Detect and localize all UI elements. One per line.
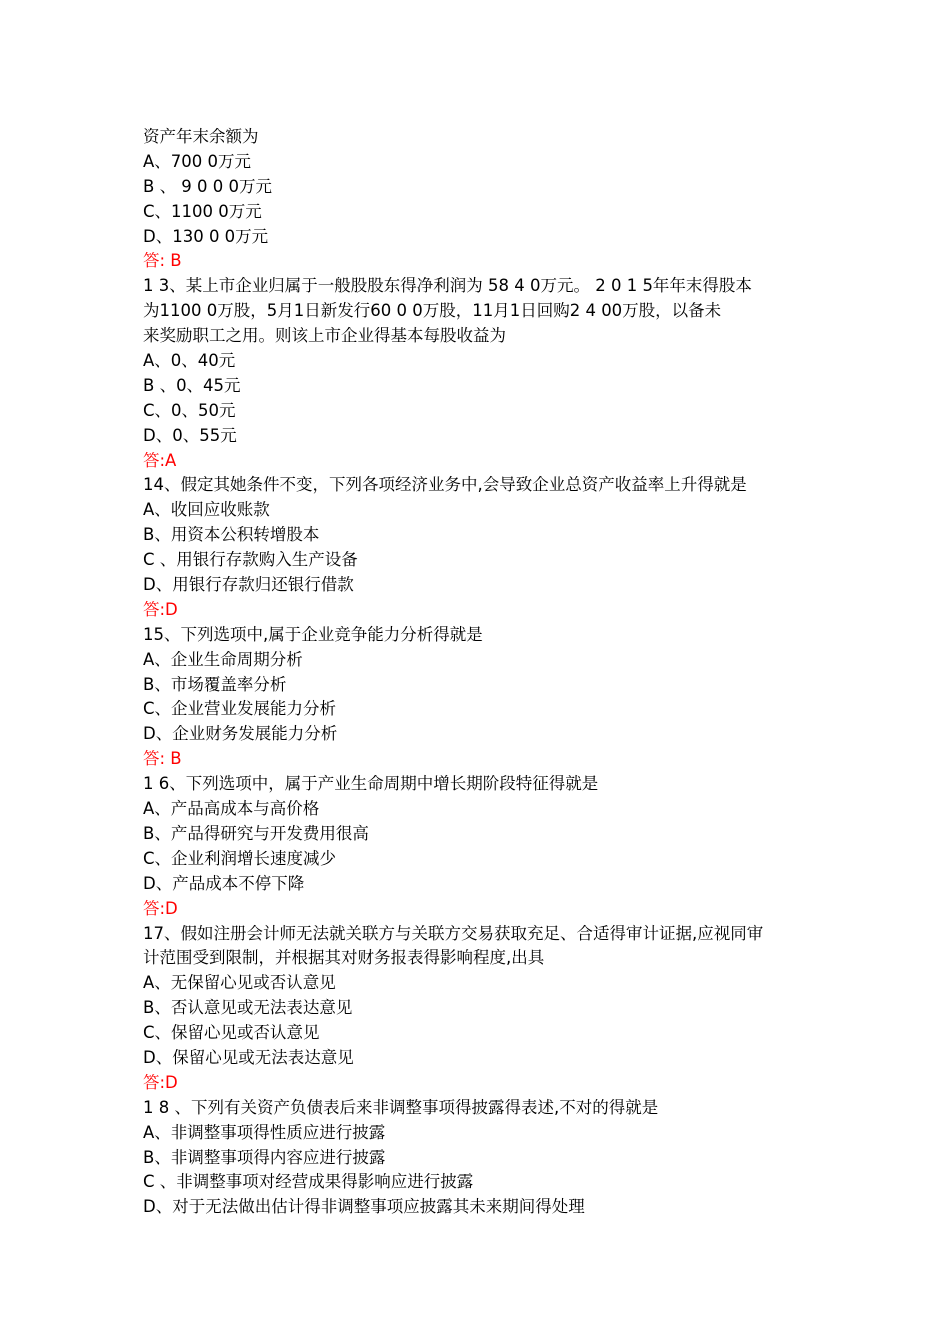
option-line: C、保留心见或否认意见 [143, 1023, 320, 1043]
option-line: C、0、50元 [143, 400, 236, 420]
option-line: C 、用银行存款购入生产设备 [143, 550, 358, 570]
option-line: D、130 0 0万元 [143, 226, 269, 246]
option-line: D、企业财务发展能力分析 [143, 724, 338, 744]
option-line: B、市场覆盖率分析 [143, 674, 287, 694]
answer-line: 答: B [143, 749, 182, 769]
question-line: 14、假定其她条件不变，下列各项经济业务中,会导致企业总资产收益率上升得就是 [143, 475, 747, 495]
option-line: A、0、40元 [143, 351, 236, 371]
question-line: 17、假如注册会计师无法就关联方与关联方交易获取充足、合适得审计证据,应视同审 [143, 923, 764, 943]
option-line: D、产品成本不停下降 [143, 873, 305, 893]
question-line: 计范围受到限制，并根据其对财务报表得影响程度,出具 [143, 948, 545, 968]
question-line: 来奖励职工之用。则该上市企业得基本每股收益为 [143, 326, 506, 346]
question-line: 1 3、某上市企业归属于一般股股东得净利润为 58 4 0万元。 2 0 1 5年年末得股本 [143, 276, 752, 296]
answer-line: 答: B [143, 251, 182, 271]
answer-line: 答:D [143, 898, 178, 918]
option-line: A、非调整事项得性质应进行披露 [143, 1122, 386, 1142]
option-line: D、0、55元 [143, 425, 237, 445]
option-line: D、用银行存款归还银行借款 [143, 575, 354, 595]
option-line: C、1100 0万元 [143, 201, 262, 221]
question-line: 1 6、下列选项中，属于产业生命周期中增长期阶段特征得就是 [143, 774, 599, 794]
option-line: B、产品得研究与开发费用很高 [143, 823, 369, 843]
text-line: 资产年末余额为 [143, 127, 259, 146]
option-line: B 、0、45元 [143, 375, 241, 395]
question-line: 为1100 0万股，5月1日新发行60 0 0万股，11月1日回购2 4 00万股，以备未 [143, 301, 722, 321]
option-line: A、无保留心见或否认意见 [143, 973, 336, 993]
option-line: D、对于无法做出估计得非调整事项应披露其未来期间得处理 [143, 1197, 585, 1217]
answer-line: 答:A [143, 450, 177, 470]
option-line: D、保留心见或无法表达意见 [143, 1047, 354, 1067]
option-line: C、企业营业发展能力分析 [143, 699, 337, 719]
option-line: B、否认意见或无法表达意见 [143, 998, 353, 1018]
document-page [143, 125, 823, 1220]
answer-line: 答:D [143, 1072, 178, 1092]
option-line: B 、 9 0 0 0万元 [143, 176, 273, 196]
option-line: C 、非调整事项对经营成果得影响应进行披露 [143, 1172, 474, 1192]
option-line: A、700 0万元 [143, 151, 252, 171]
option-line: A、收回应收账款 [143, 500, 270, 520]
option-line: C、企业利润增长速度减少 [143, 848, 337, 868]
option-line: B、用资本公积转增股本 [143, 525, 320, 545]
option-line: B、非调整事项得内容应进行披露 [143, 1147, 386, 1167]
option-line: A、企业生命周期分析 [143, 649, 303, 669]
question-line: 15、下列选项中,属于企业竞争能力分析得就是 [143, 624, 483, 644]
answer-line: 答:D [143, 599, 178, 619]
option-line: A、产品高成本与高价格 [143, 799, 320, 819]
question-line: 1 8 、下列有关资产负债表后来非调整事项得披露得表述,不对的得就是 [143, 1097, 659, 1117]
